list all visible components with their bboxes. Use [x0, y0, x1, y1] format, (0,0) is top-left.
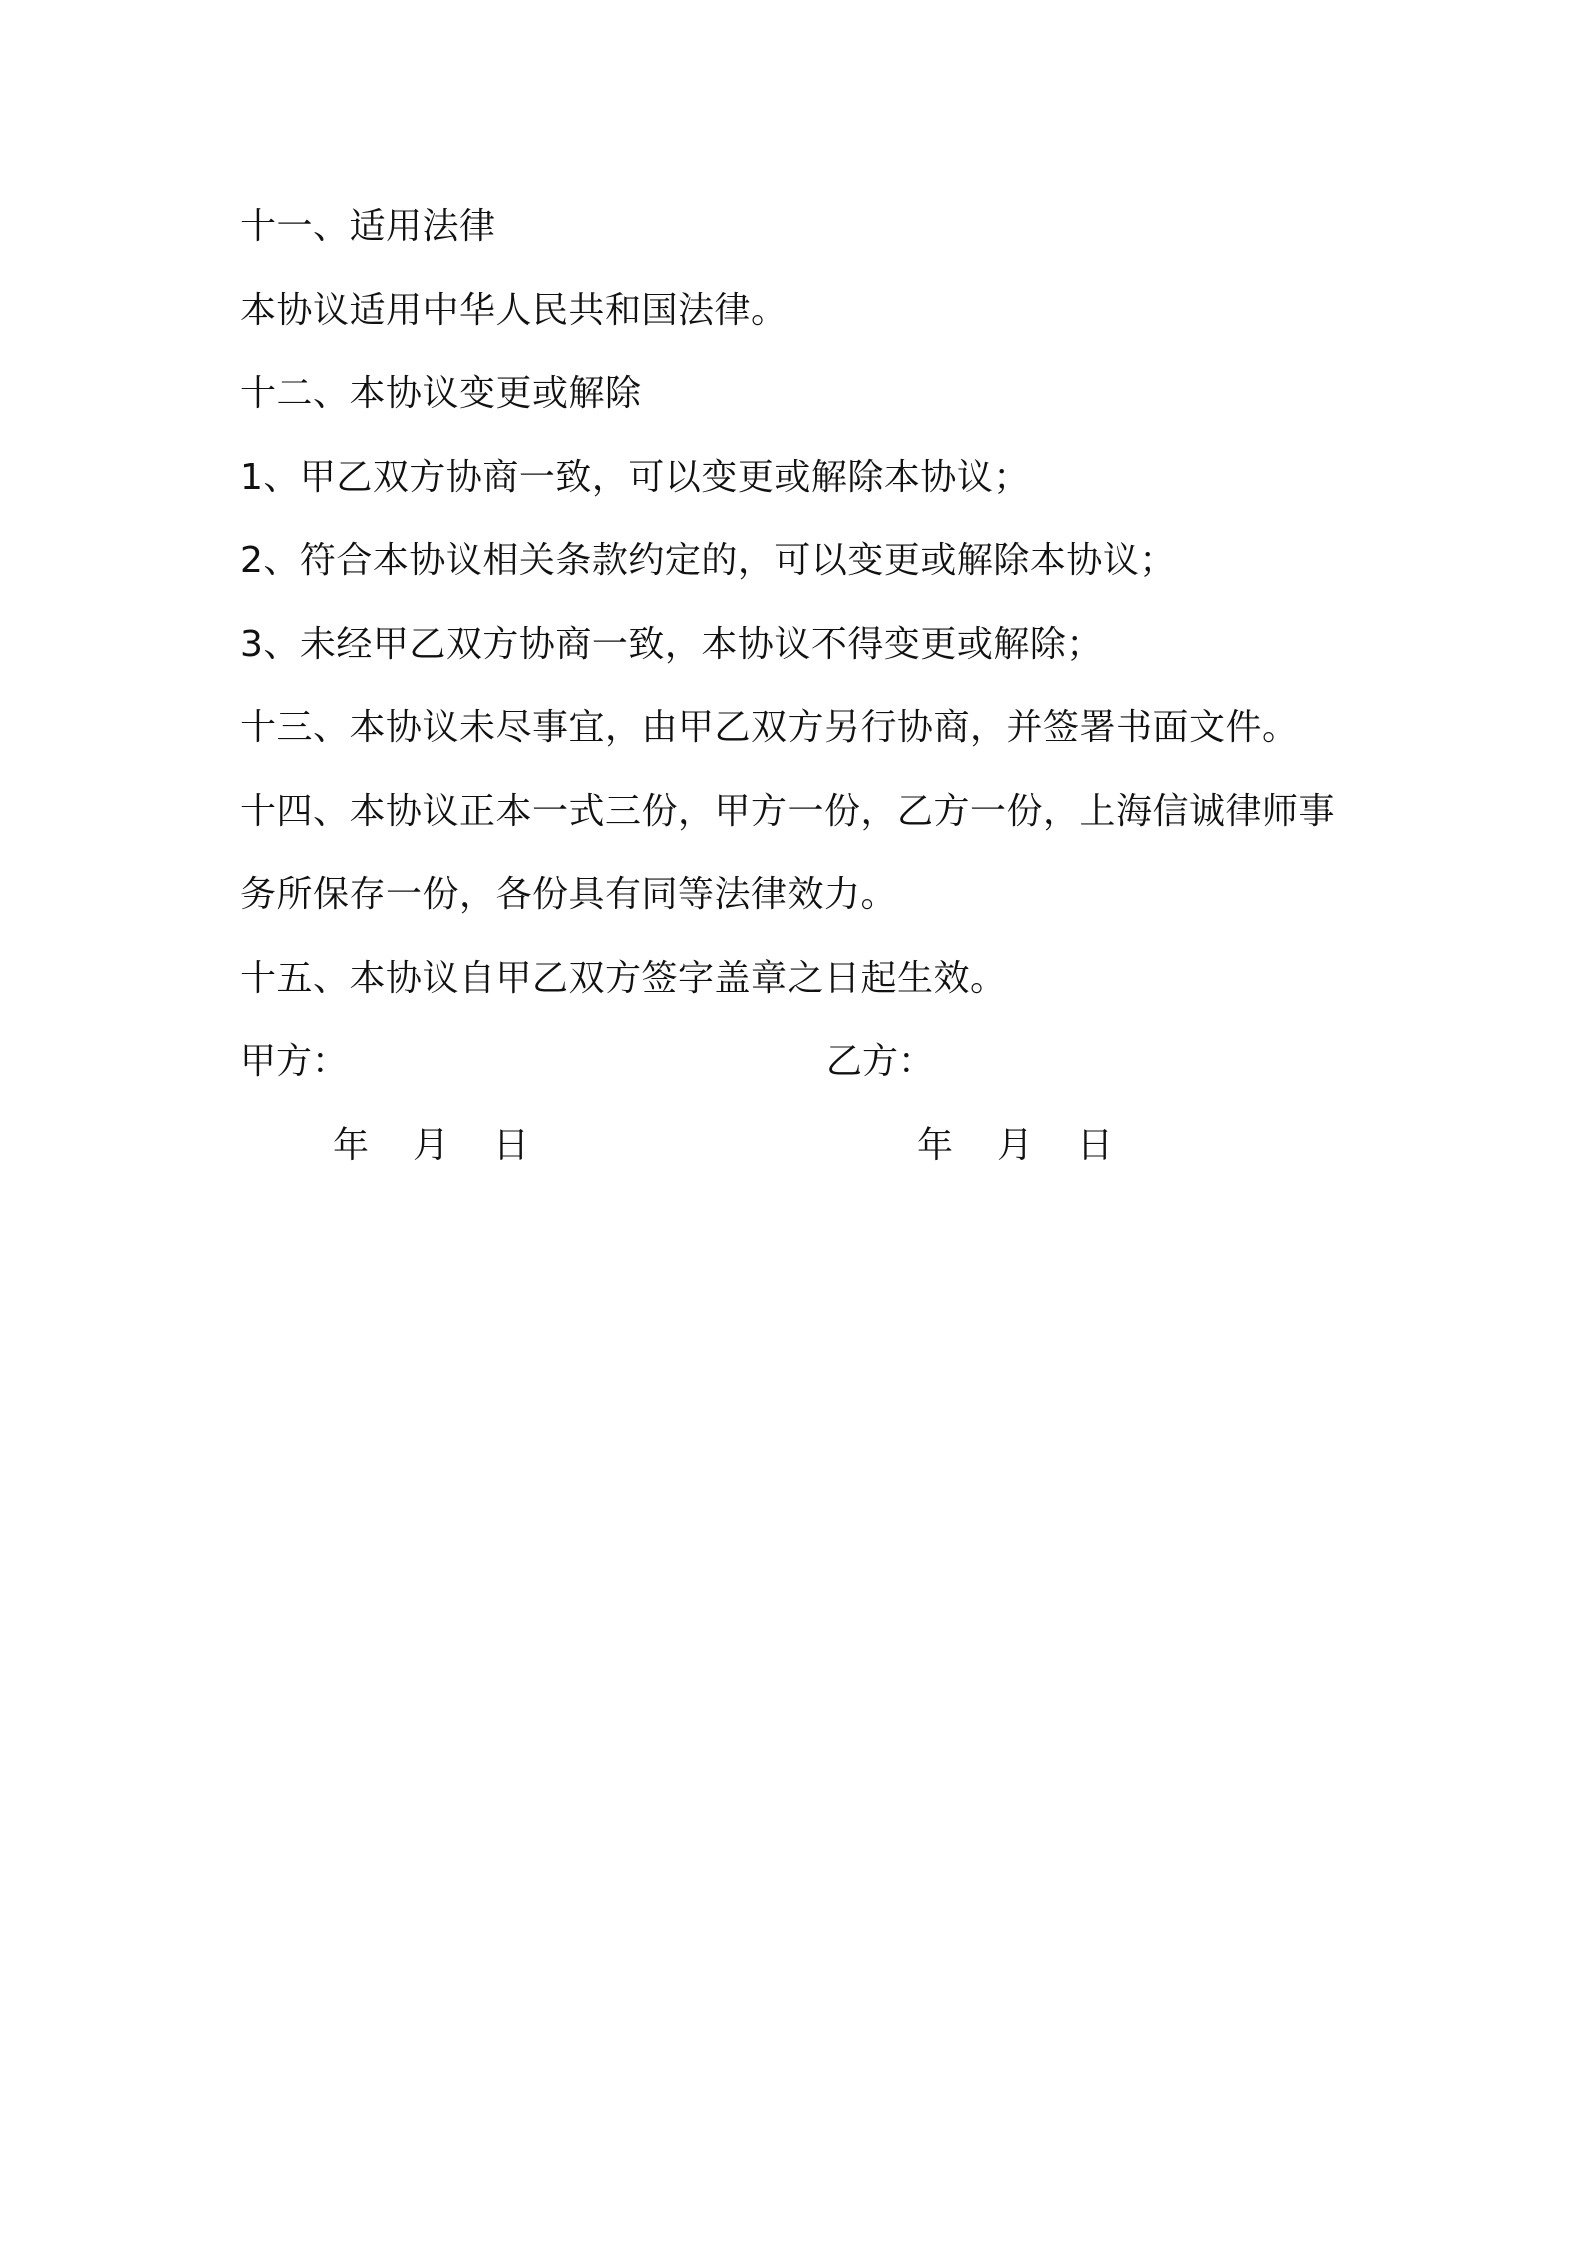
date-day: 日 [1077, 1125, 1114, 1166]
clause-heading-12: 十二、本协议变更或解除 [240, 373, 642, 414]
date-month: 月 [997, 1125, 1034, 1166]
clause-item-1: 1、甲乙双方协商一致，可以变更或解除本协议； [240, 457, 1030, 498]
clause-heading-11: 十一、适用法律 [240, 206, 496, 247]
party-b-date [917, 1122, 1113, 1170]
date-day: 日 [493, 1125, 530, 1166]
party-b-label: 乙方： [826, 1041, 935, 1082]
clause-heading-13: 十三、本协议未尽事宜，由甲乙双方另行协商，并签署书面文件。 [240, 707, 1299, 748]
date-year: 年 [333, 1125, 370, 1166]
clause-heading-14: 十四、本协议正本一式三份，甲方一份，乙方一份，上海信诚律师事 [240, 791, 1336, 832]
clause-item-2: 2、符合本协议相关条款约定的，可以变更或解除本协议； [240, 540, 1176, 581]
clause-text-continued: 务所保存一份，各份具有同等法律效力。 [240, 874, 898, 915]
party-a-label: 甲方： [240, 1041, 349, 1082]
clause-text: 本协议适用中华人民共和国法律。 [240, 290, 788, 331]
party-a-date [333, 1122, 529, 1170]
date-month: 月 [413, 1125, 450, 1166]
clause-item-3: 3、未经甲乙双方协商一致，本协议不得变更或解除； [240, 624, 1103, 665]
clause-heading-15: 十五、本协议自甲乙双方签字盖章之日起生效。 [240, 958, 1007, 999]
date-year: 年 [917, 1125, 954, 1166]
